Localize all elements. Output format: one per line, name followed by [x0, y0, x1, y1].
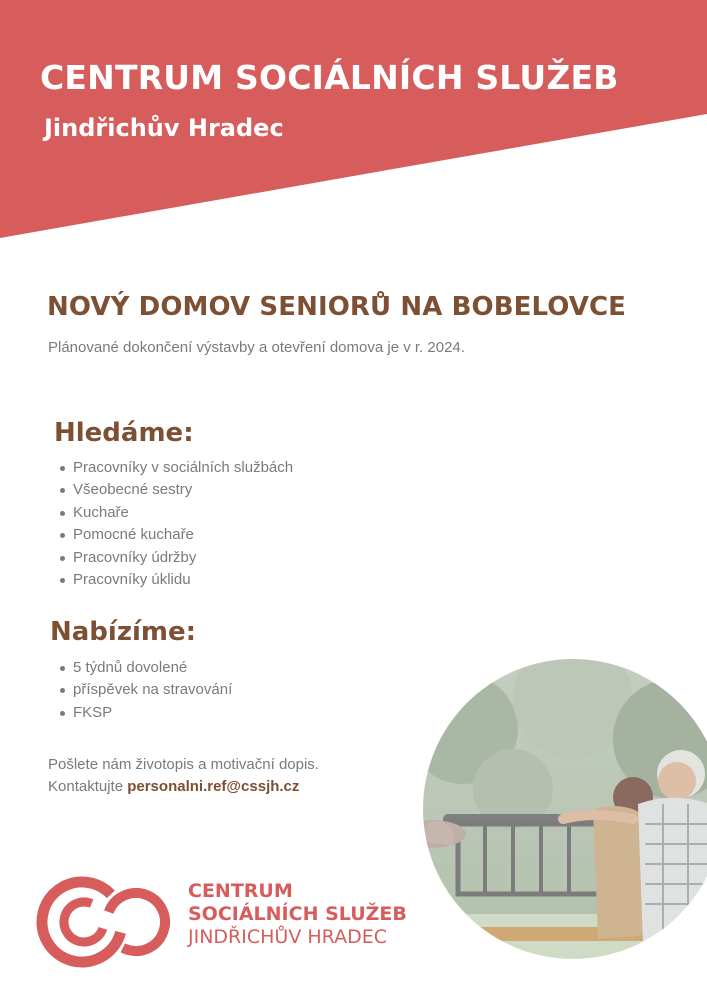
- logo-line-1: CENTRUM: [188, 880, 293, 902]
- logo-line-2: SOCIÁLNÍCH SLUŽEB: [188, 903, 407, 925]
- contact-prefix: Kontaktujte: [48, 778, 128, 795]
- logo-wordmark: [188, 880, 407, 949]
- logo-inner-ring: [58, 896, 109, 947]
- contact-instruction: Pošlete nám životopis a motivační dopis.: [48, 756, 319, 773]
- list-item: Pracovníky úklidu: [58, 569, 293, 591]
- logo-outer-ring: [34, 873, 131, 971]
- offering-heading: Nabízíme:: [50, 617, 196, 647]
- contact-line: [48, 776, 319, 798]
- list-item: příspěvek na stravování: [58, 679, 232, 701]
- seniors-on-bench-photo: [423, 659, 707, 1000]
- announcement-intro: Plánované dokončení výstavby a otevření domova je v r. 2024.: [48, 339, 465, 356]
- seeking-list: [58, 457, 293, 591]
- list-item: Pracovníky údržby: [58, 547, 293, 569]
- organization-title: CENTRUM SOCIÁLNÍCH SLUŽEB: [40, 58, 619, 97]
- contact-email-link[interactable]: personalni.ref@cssjh.cz: [127, 778, 300, 795]
- logo-line-3: JINDŘICHŮV HRADEC: [188, 926, 387, 948]
- contact-block: [48, 754, 319, 798]
- cssjh-logo-icon: [34, 868, 174, 978]
- organization-city: Jindřichův Hradec: [44, 114, 284, 142]
- list-item: 5 týdnů dovolené: [58, 657, 232, 679]
- offering-list: [58, 657, 232, 724]
- list-item: Všeobecné sestry: [58, 479, 293, 501]
- list-item: FKSP: [58, 702, 232, 724]
- seeking-heading: Hledáme:: [54, 418, 194, 448]
- list-item: Pracovníky v sociálních službách: [58, 457, 293, 479]
- announcement-headline: NOVÝ DOMOV SENIORŮ NA BOBELOVCE: [47, 292, 627, 322]
- list-item: Kuchaře: [58, 502, 293, 524]
- list-item: Pomocné kuchaře: [58, 524, 293, 546]
